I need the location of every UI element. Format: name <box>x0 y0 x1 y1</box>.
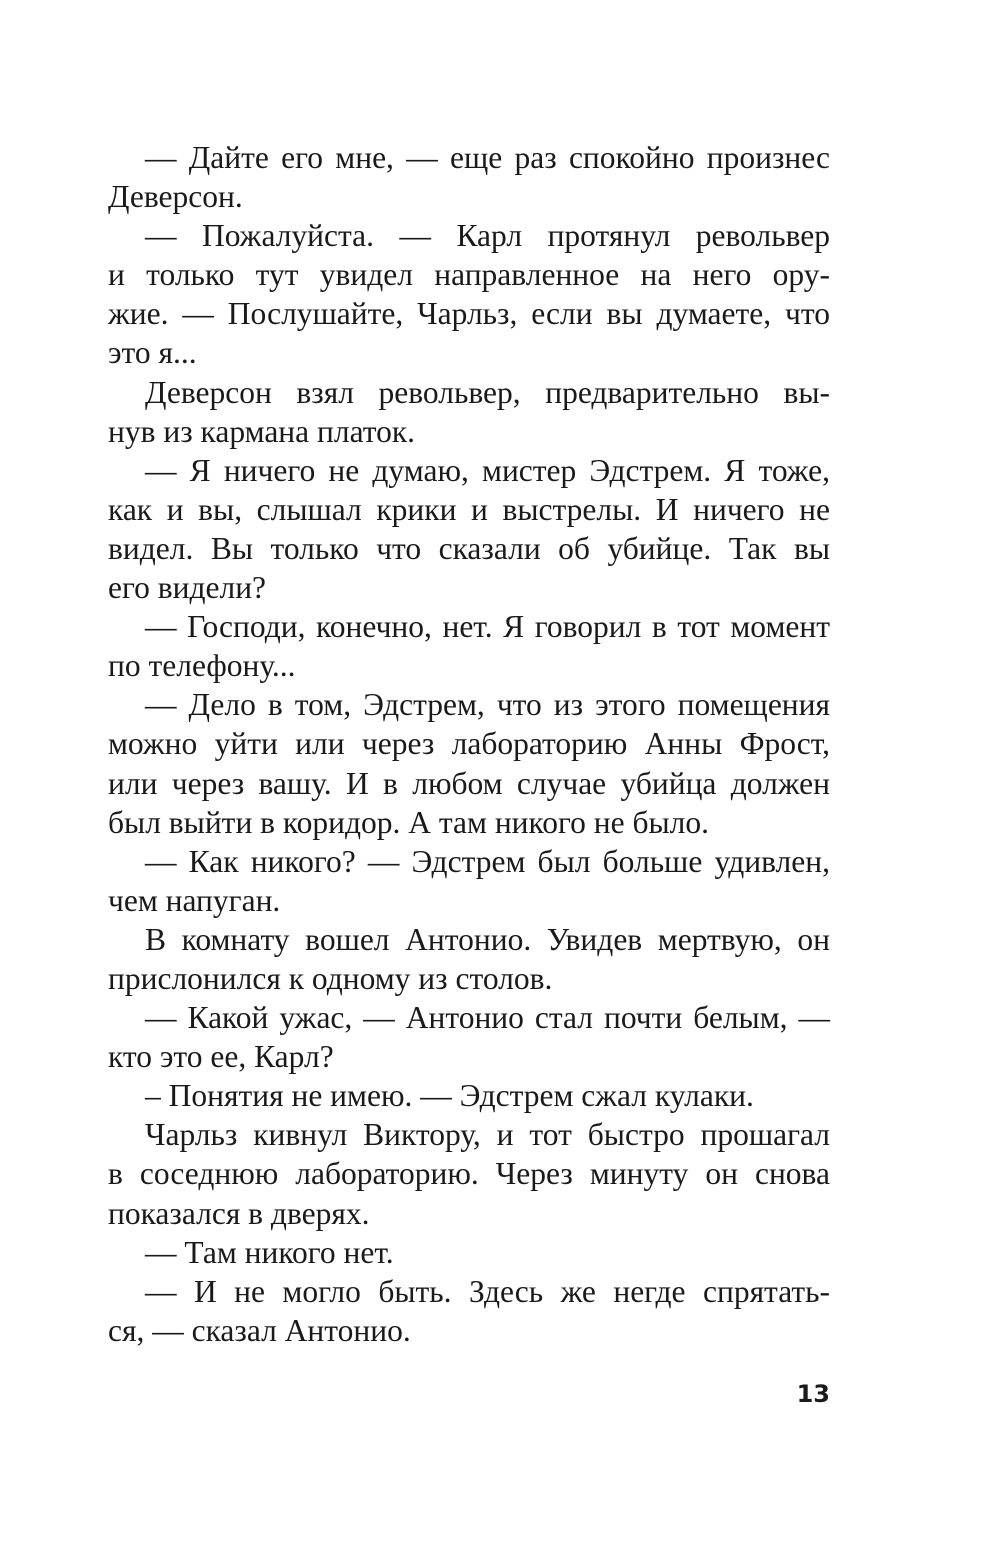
text-line: нув из кармана платок. <box>108 413 416 449</box>
text-line: В комнату вошел Антонио. Увидев мертвую, он <box>145 921 830 957</box>
text-line: – Понятия не имею. — Эдстрем сжал кулаки. <box>145 1078 754 1114</box>
text-line: — Дело в том, Эдстрем, что из этого помещения <box>145 687 830 723</box>
text-line: видел. Вы только что сказали об убийце. Так вы <box>108 530 830 566</box>
body-text <box>108 138 830 1350</box>
text-line: и только тут увидел направленное на него ору- <box>108 257 830 293</box>
text-line: — Какой ужас, — Антонио стал почти белым, — <box>145 1000 830 1036</box>
text-line: как и вы, слышал крики и выстрелы. И ничего не <box>108 491 830 527</box>
text-line: чем напуган. <box>108 882 281 918</box>
text-line: Деверсон взял револьвер, предварительно вы- <box>145 374 830 410</box>
text-line: — Там никого нет. <box>145 1234 394 1270</box>
text-line: жие. — Послушайте, Чарльз, если вы думаете, что <box>108 296 830 332</box>
text-line: это я... <box>108 335 197 371</box>
text-line: Деверсон. <box>108 179 243 215</box>
text-line: по телефону... <box>108 648 296 684</box>
text-line: — Как никого? — Эдстрем был больше удивлен, <box>145 843 830 879</box>
text-line: — Господи, конечно, нет. Я говорил в тот момент <box>145 609 830 645</box>
text-line: в соседнюю лабораторию. Через минуту он снова <box>108 1156 830 1192</box>
text-line: был выйти в коридор. А там никого не было. <box>108 804 710 840</box>
text-line: или через вашу. И в любом случае убийца должен <box>108 765 830 801</box>
text-line: — Я ничего не думаю, мистер Эдстрем. Я тоже, <box>145 452 830 488</box>
text-line: — И не могло быть. Здесь же негде спрятать- <box>145 1273 830 1309</box>
text-line: прислонился к одному из столов. <box>108 960 553 996</box>
text-line: его видели? <box>108 570 267 606</box>
page-number: 13 <box>796 1380 830 1408</box>
text-line: кто это ее, Карл? <box>108 1039 334 1075</box>
text-line: — Дайте его мне, — еще раз спокойно произнес <box>145 140 830 175</box>
text-line: ся, — сказал Антонио. <box>108 1312 411 1348</box>
text-line: Чарльз кивнул Виктору, и тот быстро прошагал <box>145 1117 830 1153</box>
text-line: показался в дверях. <box>108 1195 370 1231</box>
text-line: можно уйти или через лабораторию Анны Фрост, <box>108 726 830 762</box>
text-line: — Пожалуйста. — Карл протянул револьвер <box>145 218 830 254</box>
